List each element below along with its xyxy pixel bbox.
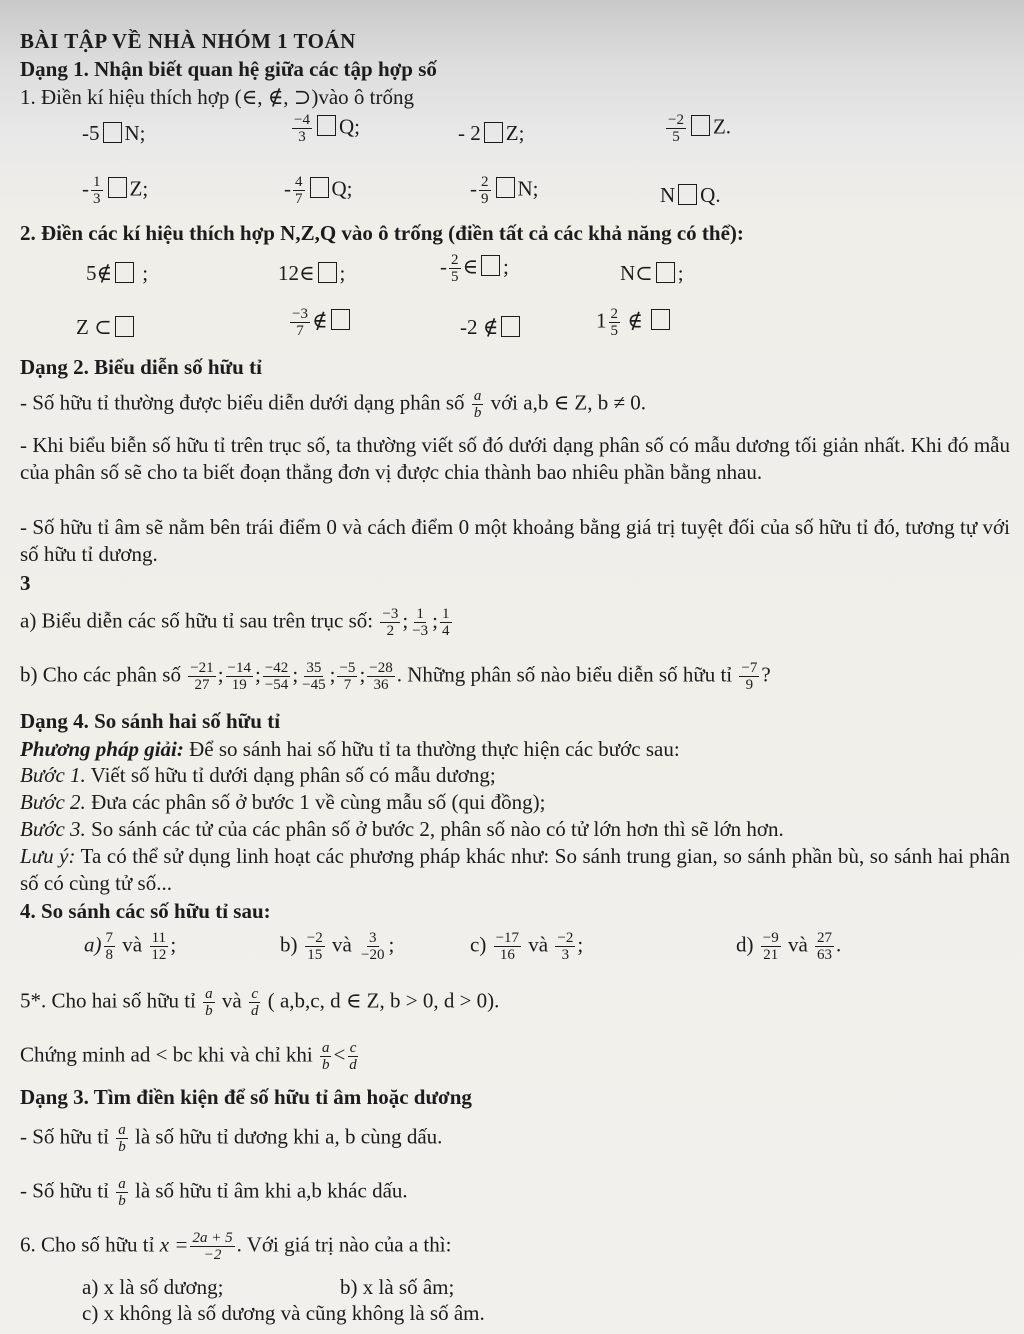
fraction-numerator: 7 [105, 930, 113, 946]
dang4-step3 [20, 816, 784, 842]
blank-box[interactable] [318, 262, 337, 283]
q6 [20, 1230, 451, 1263]
fraction-denominator: 2 [386, 623, 395, 639]
fraction-denominator: 7 [296, 323, 304, 339]
fraction [292, 112, 312, 145]
q6b: b) x là số âm; [340, 1275, 455, 1299]
text: ? [761, 662, 771, 687]
text: - Số hữu tỉ [20, 1178, 109, 1203]
fraction-denominator: 9 [481, 191, 489, 207]
fraction-numerator: c [349, 1040, 357, 1056]
text: 6. Cho số hữu tỉ [20, 1232, 155, 1257]
q4d: d) $\frac{-9}{21}$ và $\frac{27}{63}$ . [736, 930, 842, 963]
fraction [479, 174, 491, 207]
text: So sánh các tử của các phân số ở bước 2, phân số nào có tử lớn hơn thì sẽ lớn hơn. [85, 817, 784, 841]
fraction [116, 1122, 128, 1155]
dang4-step1 [20, 762, 496, 788]
blank-box[interactable] [484, 122, 503, 143]
fraction-denominator: 9 [745, 677, 754, 693]
text: 2. Điền các kí hiệu thích hợp N,Z,Q vào ô trống (điền tất cả các khả năng có thể): [20, 221, 744, 245]
fraction-numerator: c [251, 986, 259, 1002]
text: N; [124, 121, 146, 145]
fraction [104, 930, 116, 963]
blank-box[interactable] [317, 115, 336, 136]
fraction-denominator: 5 [610, 323, 618, 339]
fraction [666, 112, 686, 145]
blank-box[interactable] [108, 177, 127, 198]
row1-d [664, 112, 731, 145]
row3-d [620, 260, 684, 286]
fraction-numerator: −42 [264, 660, 289, 676]
fraction [440, 606, 452, 639]
text: ; [677, 261, 684, 285]
fraction-numerator: 2a + 5 [192, 1230, 233, 1246]
fraction-numerator: −5 [339, 660, 356, 676]
text: Để so sánh hai số hữu tỉ ta thường thực hiện các bước sau: [183, 737, 680, 761]
q5-line2 [20, 1040, 361, 1073]
q5 [20, 986, 499, 1019]
text: c) [470, 932, 487, 957]
fraction [188, 660, 215, 693]
fraction-numerator: 2 [481, 174, 489, 190]
row1-a [82, 120, 146, 146]
text: - Số hữu tỉ [20, 1124, 109, 1149]
q4: 4. So sánh các số hữu tỉ sau: [20, 899, 271, 923]
fraction [449, 252, 461, 285]
fraction-denominator: d [349, 1057, 357, 1073]
row4-c [460, 314, 523, 340]
row4-d [596, 306, 673, 339]
fraction [249, 986, 261, 1019]
fraction-denominator: 7 [295, 191, 303, 207]
row3-c [440, 252, 509, 285]
fraction [300, 660, 327, 693]
fraction-denominator: 3 [93, 191, 101, 207]
fraction-numerator: 4 [295, 174, 303, 190]
fraction-denominator: −45 [302, 677, 326, 693]
fraction-numerator: 11 [151, 930, 167, 946]
text: 12∈ [278, 261, 315, 285]
fraction-numerator: −2 [557, 930, 574, 946]
text: Ta có thể sử dụng linh hoạt các phương pháp khác như: So sánh trung gian, so sánh phần bù, so sánh hai phân số có cùng tử số... [20, 844, 1010, 895]
fraction-numerator: −7 [741, 660, 758, 676]
fraction-denominator: −20 [361, 947, 385, 963]
fraction-numerator: 3 [369, 930, 377, 946]
fraction-numerator: −17 [495, 930, 520, 946]
fraction [609, 306, 621, 339]
text: x = [159, 1232, 189, 1257]
fraction-denominator: 36 [373, 677, 389, 693]
text: a) Biểu diễn các số hữu tỉ sau trên trục số: [20, 608, 374, 633]
fraction [761, 930, 781, 963]
row2-c [470, 174, 539, 207]
fraction-denominator: 63 [817, 947, 833, 963]
text: - [470, 176, 477, 201]
fraction-numerator: −3 [382, 606, 399, 622]
row2-d [660, 182, 721, 208]
text: và [331, 932, 352, 957]
fraction-numerator: −14 [227, 660, 251, 676]
fraction-denominator: 12 [151, 947, 167, 963]
fraction-denominator: 3 [561, 947, 570, 963]
row3-b [278, 260, 345, 286]
fraction-denominator: 5 [672, 129, 680, 145]
text: và [787, 932, 808, 957]
fraction-denominator: b [205, 1003, 213, 1019]
q4a: a) $\frac{7}{8}$ và $\frac{11}{12}$ ; [84, 930, 177, 963]
text: N; [517, 176, 539, 201]
fraction [320, 1040, 332, 1073]
fraction-denominator: b [118, 1193, 126, 1209]
fraction-denominator: 21 [763, 947, 779, 963]
text: là số hữu tỉ âm khi a,b khác dấu. [134, 1178, 408, 1203]
fraction [263, 660, 290, 693]
dang2-heading: Dạng 2. Biểu diễn số hữu tỉ [20, 355, 262, 379]
blank-box[interactable] [656, 262, 675, 283]
fraction [410, 606, 430, 639]
fraction [739, 660, 759, 693]
fraction-denominator: b [321, 1057, 330, 1073]
fraction-denominator: 5 [451, 269, 459, 285]
blank-box[interactable] [115, 262, 134, 283]
fraction-denominator: −2 [203, 1247, 222, 1263]
dang4-step2 [20, 789, 545, 815]
dang4-heading: Dạng 4. So sánh hai số hữu tỉ [20, 709, 281, 733]
fraction-numerator: 2 [610, 306, 618, 322]
text: b) Cho các phân số [20, 662, 181, 687]
fraction-numerator: −2 [306, 930, 323, 946]
text: - [284, 176, 291, 201]
fraction [91, 174, 103, 207]
fraction-denominator: 8 [105, 947, 113, 963]
text: -2 ∉ [460, 315, 499, 339]
text: và [528, 932, 549, 957]
text: < [333, 1042, 346, 1067]
text: ∉ [627, 308, 643, 333]
fraction [367, 660, 394, 693]
blank-box[interactable] [115, 316, 134, 337]
fraction [290, 306, 310, 339]
dang2-p2: - Khi biểu biễn số hữu tỉ trên trục số, ta thường viết số đó dưới dạng phân số có mẫu dương tối giản nhất. Khi đó mẫu của phân số sẽ cho ta biết đoạn thẳng đơn vị được chia thành bao nhiêu phần bằng nhau. [20, 433, 1010, 484]
text: ; [503, 254, 509, 279]
text: b) [280, 932, 298, 957]
text: Q. [700, 183, 721, 207]
text: Z; [129, 176, 149, 201]
fraction [815, 930, 834, 963]
fraction-numerator: −4 [294, 112, 310, 128]
text: Đưa các phân số ở bước 1 về cùng mẫu số (qui đồng); [85, 790, 546, 814]
fraction-numerator: −2 [668, 112, 684, 128]
text: là số hữu tỉ dương khi a, b cùng dấu. [134, 1124, 443, 1149]
fraction-numerator: 1 [442, 606, 450, 622]
fraction-denominator: 27 [194, 677, 210, 693]
fraction [347, 1040, 359, 1073]
blank-box[interactable] [501, 316, 520, 337]
fraction [305, 930, 325, 963]
fraction-denominator: −54 [264, 677, 289, 693]
q3-number: 3 [20, 571, 31, 595]
fraction-denominator: −3 [412, 623, 429, 639]
fraction-denominator: 15 [307, 947, 323, 963]
row1-b [290, 112, 360, 145]
blank-box[interactable] [103, 122, 122, 143]
fraction-numerator: a [118, 1176, 126, 1192]
fraction-denominator: 3 [298, 129, 306, 145]
text: . Với giá trị nào của a thì: [236, 1232, 452, 1257]
fraction [555, 930, 575, 963]
text: d) [736, 932, 754, 957]
fraction-numerator: 27 [817, 930, 833, 946]
fraction-numerator: a [118, 1122, 126, 1138]
fraction-numerator: a [205, 986, 213, 1002]
text: . Những phân số nào biểu diễn số hữu tỉ [396, 662, 733, 687]
fraction [472, 388, 484, 421]
blank-box[interactable] [651, 309, 670, 330]
dang4-note [20, 843, 1010, 897]
text: và [122, 932, 143, 957]
q3b: b) Cho các phân số $\frac{-21}{27}$ ; $\frac{-14}{19}$ ; $\frac{-42}{-54}$ ; $\frac{35}{-45}$ ; $\frac{-5}{7}$ ; $\frac{-28}{36}$ . Những phân số nào biểu diễn số hữu tỉ $\frac{-7}{9}$ ? [20, 660, 771, 693]
fraction-numerator: −28 [369, 660, 393, 676]
text: Phương pháp giải: [20, 737, 184, 761]
fraction [337, 660, 357, 693]
row4-a [76, 314, 137, 340]
fraction-numerator: 1 [416, 606, 424, 622]
dang3-l2 [20, 1176, 408, 1209]
dang1-q2 [20, 220, 744, 246]
text: Z; [505, 121, 525, 145]
text: Q; [338, 114, 360, 139]
fraction-numerator: −9 [762, 930, 779, 946]
fraction-denominator: d [250, 1003, 259, 1019]
blank-box[interactable] [691, 115, 710, 136]
fraction-denominator: 7 [343, 677, 352, 693]
text: Z. [712, 114, 732, 139]
text: -5 [82, 121, 100, 145]
text: a) [84, 932, 102, 957]
fraction-numerator: −3 [292, 306, 308, 322]
text: 5∉ [86, 261, 113, 285]
text: - [82, 176, 89, 201]
text: 5*. Cho hai số hữu tỉ [20, 988, 196, 1013]
blank-box[interactable] [678, 184, 697, 205]
fraction-numerator: a [321, 1040, 330, 1056]
fraction-numerator: 35 [306, 660, 322, 676]
row1-c [458, 120, 524, 146]
page-title: BÀI TẬP VỀ NHÀ NHÓM 1 TOÁN [20, 29, 356, 53]
fraction-numerator: a [473, 388, 482, 404]
row2-a [82, 174, 148, 207]
q6c: c) x không là số dương và cũng không là số âm. [82, 1301, 485, 1325]
fraction [149, 930, 168, 963]
fraction-denominator: 19 [231, 677, 247, 693]
text: ∉ [311, 308, 328, 333]
fraction-numerator: −21 [190, 660, 214, 676]
text: Bước 3. [20, 817, 86, 841]
blank-box[interactable] [481, 255, 500, 276]
row4-b [288, 306, 353, 339]
dang1-q1: 1. Điền kí hiệu thích hợp (∈, ∉, ⊃)vào ô trống [20, 85, 414, 109]
q3a: a) Biểu diễn các số hữu tỉ sau trên trục số: $\frac{-3}{2}$ ; $\frac{1}{-3}$ ; $\frac{1}{4}$ [20, 606, 450, 639]
fraction-denominator: b [473, 405, 482, 421]
fraction-denominator: 4 [442, 623, 450, 639]
text: ; [339, 261, 346, 285]
fraction-denominator: b [118, 1139, 126, 1155]
fraction [359, 930, 386, 963]
dang3-heading: Dạng 3. Tìm điền kiện để số hữu tỉ âm hoặc dương [20, 1085, 472, 1109]
fraction [380, 606, 400, 639]
text: và [221, 988, 242, 1013]
fraction [116, 1176, 128, 1209]
fraction [494, 930, 521, 963]
text: Q; [331, 176, 353, 201]
row3-a [86, 260, 148, 286]
dang2-p1 [20, 388, 646, 421]
fraction [293, 174, 305, 207]
text: Z ⊂ [76, 315, 112, 339]
text: N [660, 183, 676, 207]
fraction-numerator: 2 [451, 252, 459, 268]
fraction [203, 986, 215, 1019]
text: ∈ [462, 254, 479, 279]
text: với a,b ∈ Z, b ≠ 0. [490, 390, 646, 415]
text: Bước 1. [20, 763, 86, 787]
text: Viết số hữu tỉ dưới dạng phân số có mẫu dương; [85, 763, 496, 787]
text: Bước 2. [20, 790, 86, 814]
text: - [440, 254, 447, 279]
fraction [226, 660, 253, 693]
fraction-denominator: 16 [499, 947, 515, 963]
row2-b [284, 174, 353, 207]
dang4-method [20, 736, 680, 762]
text: ( a,b,c, d ∈ Z, b > 0, d > 0). [267, 988, 500, 1013]
dang3-l1 [20, 1122, 442, 1155]
q6a: a) x là số dương; [82, 1275, 224, 1299]
dang2-p3: - Số hữu tỉ âm sẽ nằm bên trái điểm 0 và cách điểm 0 một khoảng bằng giá trị tuyệt đối của số hữu tỉ đó, tương tự với số hữu tỉ dương. [20, 515, 1010, 566]
fraction-numerator: 1 [93, 174, 101, 190]
dang1-heading: Dạng 1. Nhận biết quan hệ giữa các tập hợp số [20, 57, 437, 81]
text: Lưu ý: [20, 844, 76, 868]
text: ; [142, 261, 149, 285]
text: 1 [596, 308, 607, 333]
blank-box[interactable] [331, 309, 350, 330]
fraction [190, 1230, 234, 1263]
text: N⊂ [620, 261, 653, 285]
q4b: b) $\frac{-2}{15}$ và $\frac{3}{-20}$ ; [280, 930, 395, 963]
blank-box[interactable] [496, 177, 515, 198]
text: Chứng minh ad < bc khi và chỉ khi [20, 1042, 313, 1067]
blank-box[interactable] [310, 177, 329, 198]
text: - Số hữu tỉ thường được biểu diễn dưới dạng phân số [20, 390, 465, 415]
text: - 2 [458, 121, 481, 145]
q4c: c) $\frac{-17}{16}$ và $\frac{-2}{3}$ ; [470, 930, 584, 963]
